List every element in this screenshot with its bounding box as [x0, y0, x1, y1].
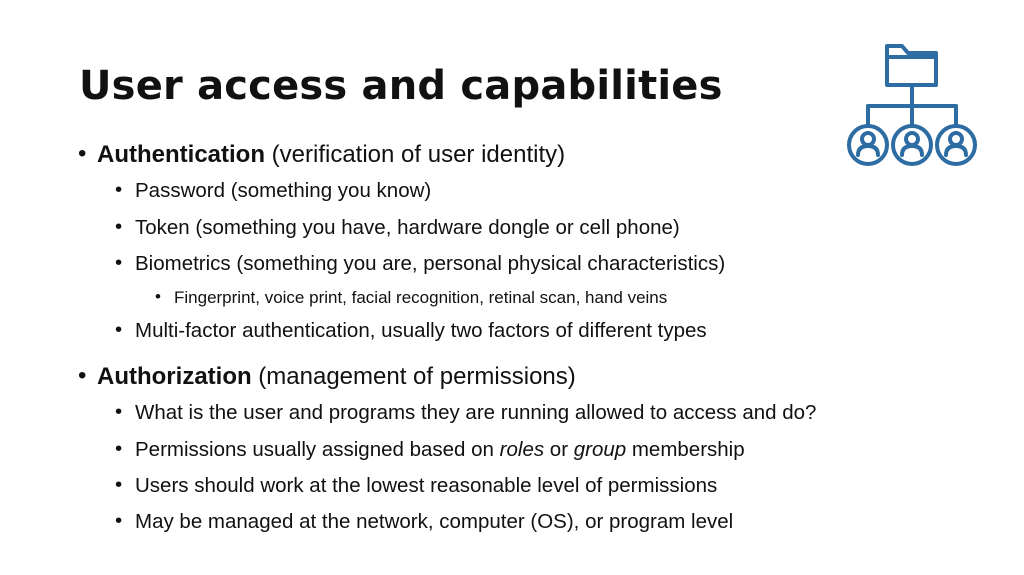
list-item-text: Users should work at the lowest reasonable level of permissions [135, 474, 718, 497]
folder-users-hierarchy-icon [846, 42, 978, 170]
list-item-least-privilege [115, 473, 718, 497]
bullet-authorization [78, 362, 576, 390]
list-item-multifactor [115, 318, 707, 342]
folder-icon [887, 46, 936, 85]
user-icon [893, 126, 931, 164]
slide-title: User access and capabilities [79, 63, 723, 109]
bullet-marker: • [115, 251, 123, 274]
bullet-marker: • [78, 362, 87, 389]
list-item-text-mid: or [544, 438, 574, 461]
list-item-token [115, 215, 680, 239]
bullet-marker: • [115, 318, 123, 341]
list-item-text: Multi-factor authentication, usually two factors of different types [135, 319, 707, 342]
list-item-roles-groups [115, 437, 745, 461]
authorization-term: Authorization [97, 363, 252, 390]
bullet-marker: • [115, 509, 123, 532]
authorization-description: (management of permissions) [251, 363, 576, 390]
list-item-text: Fingerprint, voice print, facial recognition, retinal scan, hand veins [174, 288, 668, 307]
bullet-marker: • [78, 140, 87, 167]
bullet-marker: • [115, 400, 123, 423]
bullet-marker: • [115, 437, 123, 460]
list-item-text: Password (something you know) [135, 179, 432, 202]
list-item-biometric-examples [155, 287, 668, 307]
bullet-marker: • [115, 178, 123, 201]
user-icon [849, 126, 887, 164]
bullet-marker: • [115, 473, 123, 496]
list-item-password [115, 178, 432, 202]
list-item-biometrics [115, 251, 726, 275]
list-item-access-question [115, 400, 817, 424]
user-icon [937, 126, 975, 164]
bullet-marker: • [115, 215, 123, 238]
list-item-text: May be managed at the network, computer (OS), or program level [135, 510, 734, 533]
list-item-text: Biometrics (something you are, personal physical characteristics) [135, 252, 726, 275]
list-item-text: Token (something you have, hardware dongle or cell phone) [135, 216, 680, 239]
authentication-term: Authentication [97, 141, 265, 168]
roles-emphasis: roles [499, 438, 545, 461]
list-item-text-post: membership [626, 438, 745, 461]
bullet-marker: • [155, 287, 161, 306]
authentication-description: (verification of user identity) [265, 141, 566, 168]
list-item-managed-levels [115, 509, 734, 533]
list-item-text: What is the user and programs they are running allowed to access and do? [135, 401, 817, 424]
list-item-text-pre: Permissions usually assigned based on [135, 438, 500, 461]
bullet-authentication [78, 140, 566, 168]
group-emphasis: group [573, 438, 627, 461]
